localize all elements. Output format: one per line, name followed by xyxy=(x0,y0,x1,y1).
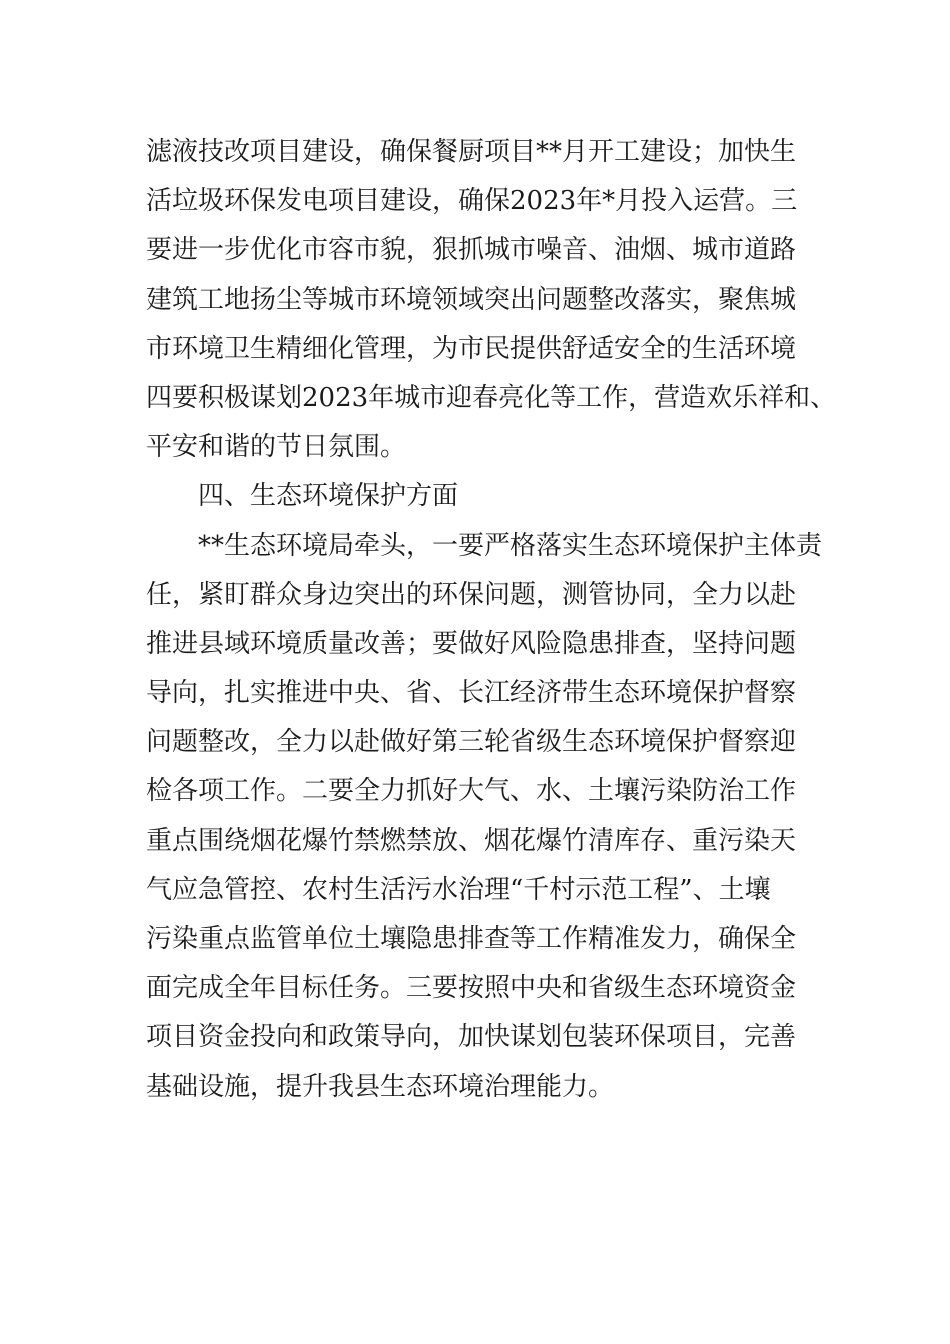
body-line: 重点围绕烟花爆竹禁燃禁放、烟花爆竹清库存、重污染天 xyxy=(146,825,797,856)
body-line: 四要积极谋划2023年城市迎春亮化等工作，营造欢乐祥和、 xyxy=(146,382,837,413)
body-line: 项目资金投向和政策导向，加快谋划包装环保项目，完善 xyxy=(146,1022,797,1053)
body-line: 导向，扎实推进中央、省、长江经济带生态环境保护督察 xyxy=(146,678,797,709)
body-line: 气应急管控、农村生活污水治理“千村示范工程”、土壤 xyxy=(146,874,771,905)
paragraph-first-line: **生态环境局牵头，一要严格落实生态环境保护主体责 xyxy=(198,530,823,561)
body-line: 污染重点监管单位土壤隐患排查等工作精准发力，确保全 xyxy=(146,924,797,954)
section-heading: 四、生态环境保护方面 xyxy=(198,481,459,512)
body-line: 推进县域环境质量改善；要做好风险隐患排查，坚持问题 xyxy=(146,628,797,659)
body-line: 任，紧盯群众身边突出的环保问题，测管协同，全力以赴 xyxy=(146,579,797,610)
body-line: 面完成全年目标任务。三要按照中央和省级生态环境资金 xyxy=(146,973,797,1004)
body-line: 要进一步优化市容市貌，狠抓城市噪音、油烟、城市道路 xyxy=(146,235,797,266)
body-line: 检各项工作。二要全力抓好大气、水、土壤污染防治工作 xyxy=(146,776,797,807)
body-line: 问题整改，全力以赴做好第三轮省级生态环境保护督察迎 xyxy=(146,727,797,758)
body-line: 市环境卫生精细化管理，为市民提供舒适安全的生活环境 xyxy=(146,333,797,364)
body-line: 基础设施，提升我县生态环境治理能力。 xyxy=(146,1071,615,1102)
body-line: 滤液技改项目建设，确保餐厨项目**月开工建设；加快生 xyxy=(146,137,797,167)
body-line: 平安和谐的节日氛围。 xyxy=(146,432,407,463)
body-line: 建筑工地扬尘等城市环境领域突出问题整改落实，聚焦城 xyxy=(146,284,797,315)
body-line: 活垃圾环保发电项目建设，确保2023年*月投入运营。三 xyxy=(146,186,798,217)
document-body xyxy=(146,128,836,1112)
